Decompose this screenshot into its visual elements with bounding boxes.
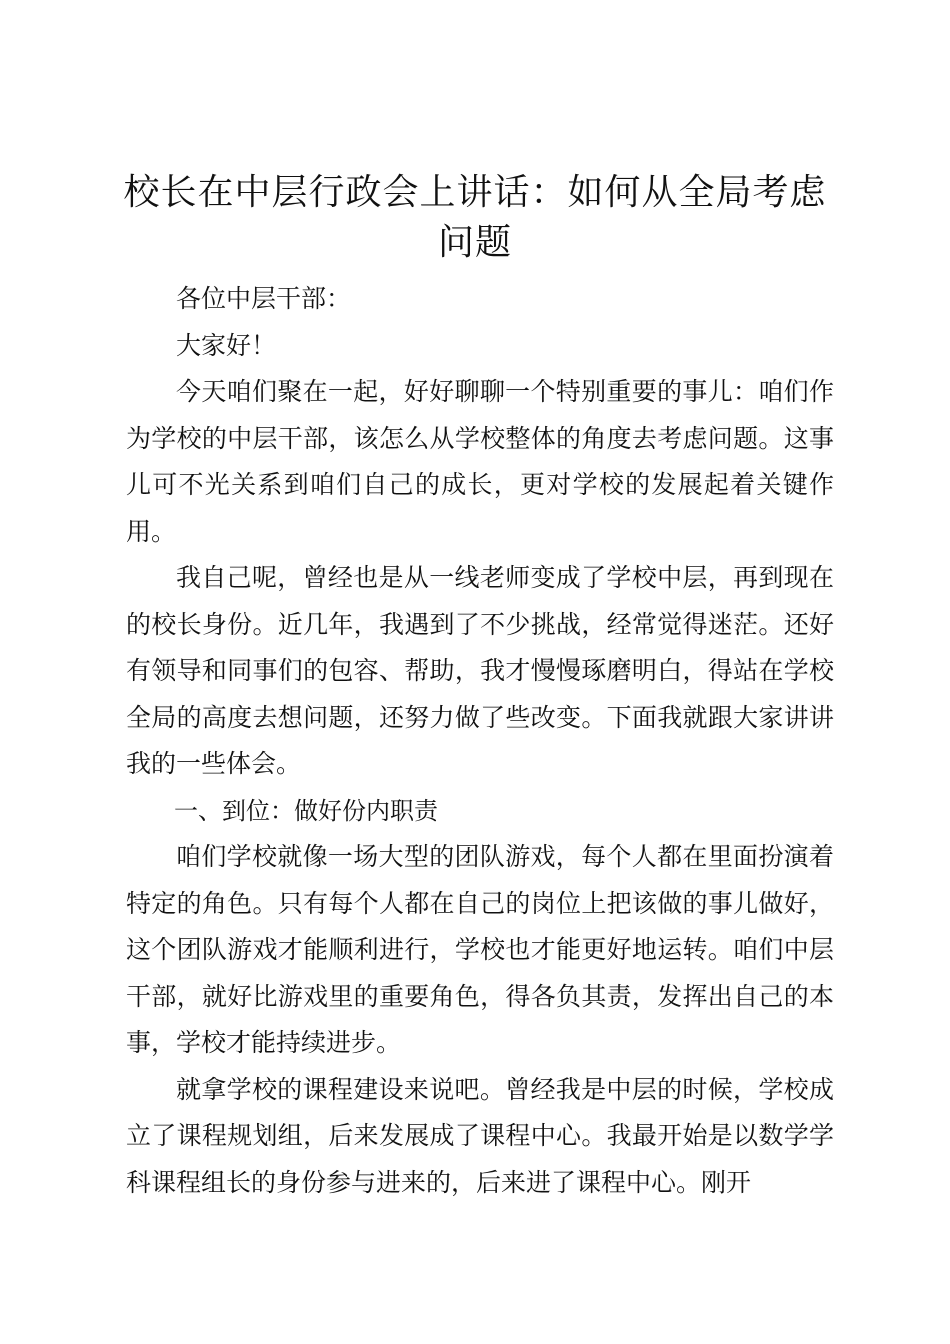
section-heading: 一、到位：做好份内职责	[174, 796, 438, 825]
body-paragraph: 我自己呢，曾经也是从一线老师变成了学校中层，再到现在的校长身份。近几年，我遇到了不少挑战，经常觉得迷茫。还好有领导和同事们的包容、帮助，我才慢慢琢磨明白，得站在学校全局的高度去想问题，还努力做了些改变。下面我就跟大家讲讲我的一些体会。	[126, 563, 834, 778]
body-paragraph: 咱们学校就像一场大型的团队游戏，每个人都在里面扮演着特定的角色。只有每个人都在自己的岗位上把该做的事儿做好，这个团队游戏才能顺利进行，学校也才能更好地运转。咱们中层干部，就好比游戏里的重要角色，得各负其责，发挥出自己的本事，学校才能持续进步。	[126, 842, 834, 1057]
body-paragraph: 就拿学校的课程建设来说吧。曾经我是中层的时候，学校成立了课程规划组，后来发展成了课程中心。我最开始是以数学学科课程组长的身份参与进来的，后来进了课程中心。刚开	[126, 1074, 834, 1197]
document-body	[126, 276, 834, 1206]
greeting: 大家好！	[176, 330, 277, 360]
salutation: 各位中层干部：	[176, 284, 352, 313]
document-title: 校长在中层行政会上讲话：如何从全局考虑问题	[123, 172, 827, 263]
body-paragraph: 今天咱们聚在一起，好好聊聊一个特别重要的事儿：咱们作为学校的中层干部，该怎么从学校整体的角度去考虑问题。这事儿可不光关系到咱们自己的成长，更对学校的发展起着关键作用。	[126, 377, 834, 546]
